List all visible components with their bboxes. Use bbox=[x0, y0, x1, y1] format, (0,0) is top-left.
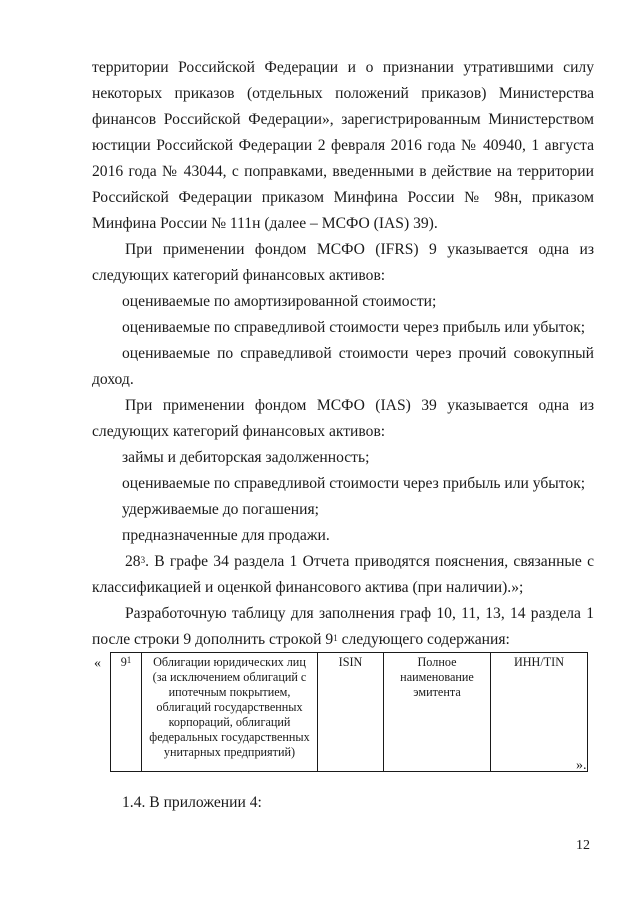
text-line: Разработочную таблицу для заполнения граф 10, 11, 13, 14 раздела 1 bbox=[125, 605, 594, 622]
text-line: Российской Федерации приказом Минфина России № 98н, приказом bbox=[92, 189, 594, 206]
table-cell-inn-tin: ИНН/TIN bbox=[491, 653, 588, 772]
text-line: финансов Российской Федерации», зарегистрированным Министерством bbox=[92, 111, 594, 128]
text-line: При применении фондом МСФО (IAS) 39 указывается одна из bbox=[125, 397, 594, 414]
row-number-superscript: 1 bbox=[126, 655, 132, 665]
paragraph-other-income bbox=[92, 341, 594, 393]
text-line: доход. bbox=[92, 371, 134, 388]
list-item: займы и дебиторская задолженность; bbox=[122, 449, 370, 466]
table-cell-row-number bbox=[111, 653, 142, 772]
paragraph-28-3 bbox=[92, 549, 594, 601]
section-heading: 1.4. В приложении 4: bbox=[122, 794, 262, 811]
open-quote: « bbox=[94, 656, 101, 671]
list-item: предназначенные для продажи. bbox=[122, 527, 330, 544]
paragraph-ifrs-intro bbox=[92, 55, 594, 237]
text-line: 2016 года № 43044, с поправками, введенными в действие на территории bbox=[92, 163, 594, 180]
text-fragment: после строки 9 дополнить строкой 9 bbox=[92, 631, 334, 648]
clause-superscript: 3 bbox=[140, 555, 146, 565]
text-line: некоторых приказов (отдельных положений приказов) Министерства bbox=[92, 85, 594, 102]
list-item: оцениваемые по справедливой стоимости через прибыль или убыток; bbox=[122, 319, 586, 336]
close-quote: ». bbox=[576, 758, 587, 773]
text-line: следующих категорий финансовых активов: bbox=[92, 267, 386, 284]
list-item: удерживаемые до погашения; bbox=[122, 501, 319, 518]
clause-text: . В графе 34 раздела 1 Отчета приводятся пояснения, связанные с bbox=[145, 553, 594, 570]
inserted-row-table bbox=[110, 652, 588, 772]
text-line: При применении фондом МСФО (IFRS) 9 указывается одна из bbox=[125, 241, 594, 258]
list-item: оцениваемые по амортизированной стоимости; bbox=[122, 293, 437, 310]
table-row bbox=[111, 653, 588, 772]
text-line: классификацией и оценкой финансового актива (при наличии).»; bbox=[92, 579, 524, 596]
table-cell-description: Облигации юридических лиц (за исключением облигаций с ипотечным покрытием, облигаций государственных корпораций, облигаций федеральных государственных унитарных предприятий) bbox=[142, 653, 318, 772]
paragraph-table-intro bbox=[92, 601, 594, 653]
table-cell-issuer-name: Полное наименование эмитента bbox=[384, 653, 491, 772]
text-fragment: следующего содержания: bbox=[337, 631, 510, 648]
text-line bbox=[92, 549, 594, 575]
row-superscript: 1 bbox=[333, 633, 338, 643]
page-number: 12 bbox=[576, 838, 590, 853]
text-line: следующих категорий финансовых активов: bbox=[92, 423, 386, 440]
text-line bbox=[92, 627, 594, 653]
table-cell-isin: ISIN bbox=[318, 653, 384, 772]
row-number: 9 bbox=[120, 655, 127, 669]
list-item: оцениваемые по справедливой стоимости через прибыль или убыток; bbox=[122, 475, 586, 492]
text-line: юстиции Российской Федерации 2 февраля 2016 года № 40940, 1 августа bbox=[92, 137, 594, 154]
clause-number: 28 bbox=[125, 553, 141, 570]
text-line: оцениваемые по справедливой стоимости через прочий совокупный bbox=[122, 345, 594, 362]
paragraph-ifrs9 bbox=[92, 237, 594, 289]
paragraph-ias39 bbox=[92, 393, 594, 445]
text-line: Минфина России № 111н (далее – МСФО (IAS) 39). bbox=[92, 215, 438, 232]
text-line: территории Российской Федерации и о признании утратившими силу bbox=[92, 59, 594, 76]
